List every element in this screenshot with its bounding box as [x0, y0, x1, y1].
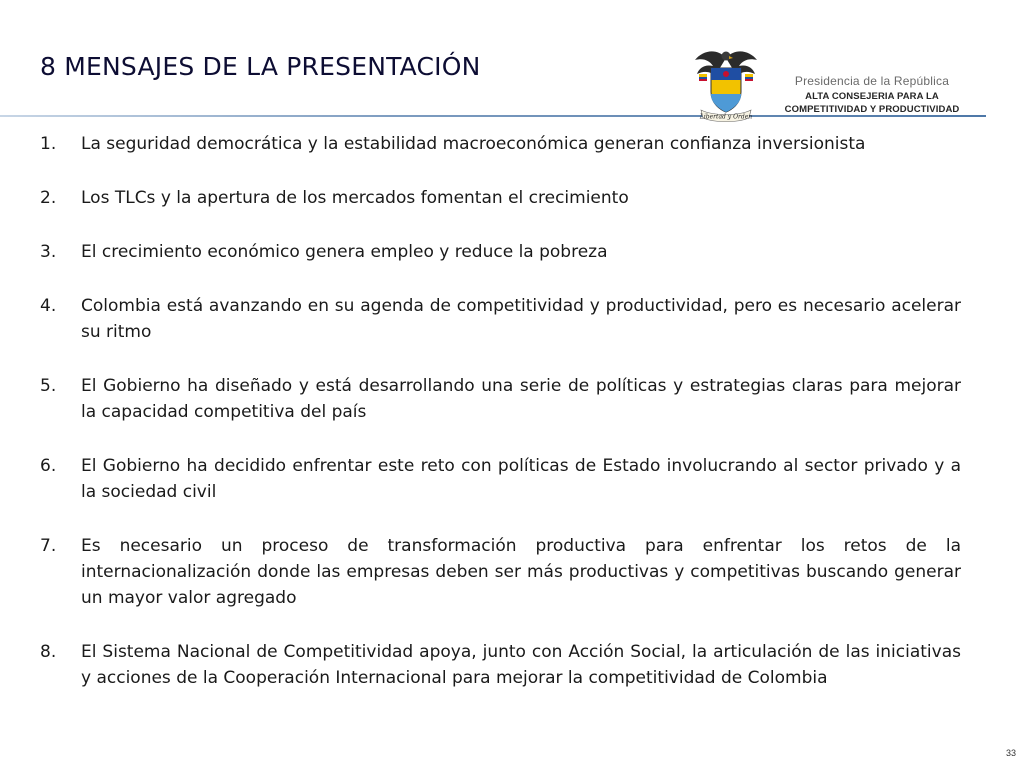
message-item	[40, 131, 961, 157]
message-number: 1.	[40, 134, 57, 154]
message-item	[40, 453, 961, 505]
page-number: 33	[1005, 748, 1016, 758]
message-item	[40, 239, 961, 265]
message-text: El crecimiento económico genera empleo y reduce la pobreza	[81, 242, 608, 262]
message-number: 7.	[40, 536, 57, 556]
message-number: 8.	[40, 642, 57, 662]
org-name-line2: ALTA CONSEJERIA PARA LA	[805, 91, 939, 102]
message-item	[40, 293, 961, 345]
message-text: Es necesario un proceso de transformación productiva para enfrentar los retos de la internacionalización donde las empresas deben ser más productivas y competitivas buscando generar un mayor valor agregado	[81, 536, 961, 608]
messages-list	[40, 131, 961, 719]
slide-title: 8 MENSAJES DE LA PRESENTACIÓN	[40, 52, 481, 81]
org-name-line3: COMPETITIVIDAD Y PRODUCTIVIDAD	[784, 104, 960, 115]
coat-of-arms-emblem	[693, 44, 759, 126]
message-number: 2.	[40, 188, 57, 208]
message-number: 3.	[40, 242, 57, 262]
message-item	[40, 185, 961, 211]
message-text: Colombia está avanzando en su agenda de competitividad y productividad, pero es necesario acelerar su ritmo	[81, 296, 961, 342]
message-text: Los TLCs y la apertura de los mercados fomentan el crecimiento	[81, 188, 629, 208]
emblem-motto: Libertad y Orden	[699, 113, 753, 121]
message-text: El Sistema Nacional de Competitividad apoya, junto con Acción Social, la articulación de las iniciativas y acciones de la Cooperación Internacional para mejorar la competitividad de Colombia	[81, 642, 961, 688]
message-item	[40, 639, 961, 691]
organization-header	[760, 74, 984, 116]
message-number: 4.	[40, 296, 57, 316]
message-item	[40, 533, 961, 611]
message-text: La seguridad democrática y la estabilidad macroeconómica generan confianza inversionista	[81, 134, 866, 154]
message-item	[40, 373, 961, 425]
org-name-line1: Presidencia de la República	[794, 74, 950, 88]
message-text: El Gobierno ha diseñado y está desarrollando una serie de políticas y estrategias claras para mejorar la capacidad competitiva del país	[81, 376, 961, 422]
message-number: 6.	[40, 456, 57, 476]
message-text: El Gobierno ha decidido enfrentar este reto con políticas de Estado involucrando al sector privado y a la sociedad civil	[81, 456, 961, 502]
message-number: 5.	[40, 376, 57, 396]
